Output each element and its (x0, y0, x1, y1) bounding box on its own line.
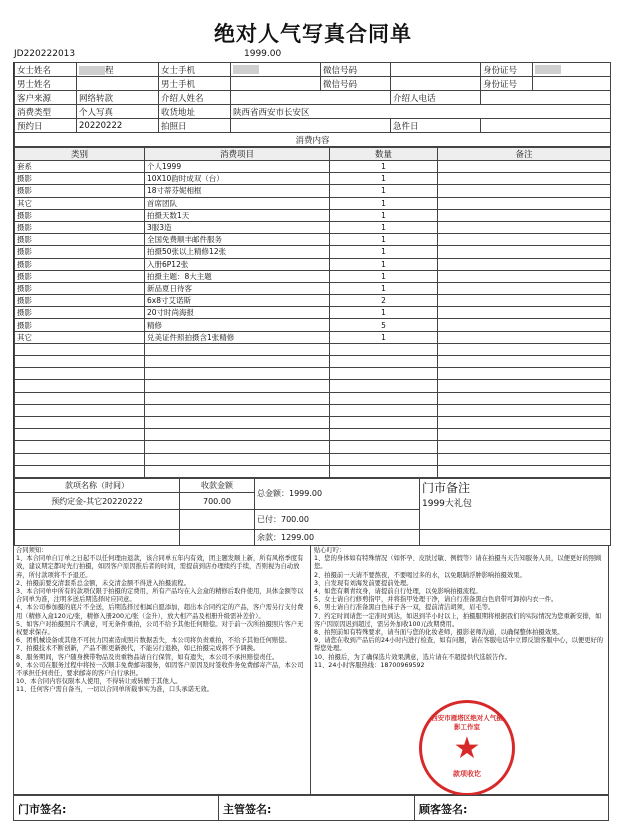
terms-item: 1、您的身体如有特殊情况（如怀孕、皮肤过敏、例假等）请在拍摄当天告知服务人员，以便更好的照顾您。 (314, 555, 602, 571)
item-name (145, 416, 330, 428)
item-row (15, 282, 611, 294)
doc-number: JD220222013 (14, 49, 76, 59)
id-value-2 (533, 77, 611, 91)
terms-right-title: 贴心叮咛： (314, 547, 346, 554)
item-row (15, 356, 611, 368)
item-note (438, 282, 611, 294)
item-category (15, 416, 145, 428)
wechat-value (391, 63, 481, 77)
terms-item: 4、如您有刺青纹身，请提前自行处理，以免影响拍摄流程。 (314, 588, 482, 596)
item-note (438, 246, 611, 258)
items-table (14, 147, 611, 478)
item-qty (330, 404, 438, 416)
item-name: 个人1999 (145, 161, 330, 173)
item-row (15, 295, 611, 307)
item-category: 摄影 (15, 282, 145, 294)
item-name: 兑美证件照拍摄含1张精修 (145, 331, 330, 343)
address-label: 收货地址 (159, 105, 231, 119)
store-note-value: 1999大礼包 (422, 498, 472, 509)
item-qty: 1 (330, 234, 438, 246)
item-note (438, 356, 611, 368)
item-note (438, 173, 611, 185)
redacted-block (233, 65, 259, 74)
terms-item: 6、团机械设备或其他不可抗力因素造成照片数据丢失，本公司将负责重拍，不给予其他任何赔偿。 (16, 637, 291, 645)
item-category (15, 404, 145, 416)
item-qty (330, 416, 438, 428)
item-note (438, 453, 611, 465)
item-qty: 1 (330, 209, 438, 221)
item-category (15, 441, 145, 453)
terms-item: 9、本公司在服务过程中将按一次顺丰免费邮寄服务，如因客户原因及时签收件务免费邮寄产品，本公司不承担任何责任，要求邮寄的客户自行承担。 (16, 661, 304, 678)
item-qty: 1 (330, 197, 438, 209)
address-value: 陕西省西安市长安区 (231, 105, 611, 119)
item-category: 摄影 (15, 246, 145, 258)
referrer-name-label: 介绍人姓名 (159, 91, 231, 105)
wechat-label-2: 微信号码 (321, 77, 391, 91)
item-category (15, 343, 145, 355)
item-category: 其它 (15, 331, 145, 343)
id-label: 身份证号 (481, 63, 533, 77)
item-row (15, 343, 611, 355)
payment-blank-1 (15, 509, 180, 529)
customer-signature[interactable]: 顾客签名: (414, 796, 467, 821)
item-note (438, 209, 611, 221)
terms-item: 8、拍照前如有特殊要求，请当面与您的化妆老师，摄影老师沟通，以确保整体拍摄效果。 (314, 629, 564, 637)
item-note (438, 270, 611, 282)
male-name-label: 男士姓名 (15, 77, 77, 91)
item-name (145, 404, 330, 416)
item-category: 摄影 (15, 307, 145, 319)
paid-amount: 已付：700.00 (255, 509, 420, 529)
wechat-label: 微信号码 (321, 63, 391, 77)
item-qty: 5 (330, 319, 438, 331)
item-row (15, 221, 611, 233)
item-name: 入册6P12张 (145, 258, 330, 270)
item-name (145, 343, 330, 355)
terms-left (16, 547, 306, 695)
item-category (15, 465, 145, 477)
item-note (438, 331, 611, 343)
seal-text: 西安市雁塔区绝对人气摄影工作室 (431, 714, 503, 731)
item-category: 摄影 (15, 234, 145, 246)
item-name (145, 380, 330, 392)
item-qty: 1 (330, 173, 438, 185)
terms-section (13, 545, 609, 795)
terms-item: 2、拍摄前一天请不要熬夜，不要喝过多的水，以免眼睛浮肿影响拍摄效果。 (314, 571, 526, 579)
payment-name-value: 预约定金-其它20220222 (15, 493, 180, 510)
item-category (15, 368, 145, 380)
manager-signature[interactable]: 主管签名: (218, 796, 271, 821)
booking-value: 20220222 (77, 119, 159, 133)
item-qty (330, 429, 438, 441)
source-value: 网络转款 (77, 91, 159, 105)
referrer-phone-value (481, 91, 611, 105)
item-category: 套系 (15, 161, 145, 173)
item-category (15, 356, 145, 368)
store-signature[interactable]: 门市签名: (18, 803, 67, 816)
terms-left-list (16, 555, 306, 694)
item-row (15, 307, 611, 319)
item-row (15, 380, 611, 392)
type-label: 消费类型 (15, 105, 77, 119)
terms-right-list (314, 555, 606, 670)
item-name: 拍摄天数1天 (145, 209, 330, 221)
item-category: 摄影 (15, 270, 145, 282)
payment-table (14, 478, 611, 546)
item-category: 摄影 (15, 209, 145, 221)
customer-info (13, 62, 611, 546)
terms-right (314, 547, 606, 670)
item-note (438, 343, 611, 355)
item-name: 6x8寸艾诺斯 (145, 295, 330, 307)
item-note (438, 234, 611, 246)
item-row (15, 234, 611, 246)
item-note (438, 185, 611, 197)
type-value: 个人写真 (77, 105, 159, 119)
item-name (145, 392, 330, 404)
item-row (15, 404, 611, 416)
item-category: 摄影 (15, 258, 145, 270)
terms-item: 9、请您在收到产品后的24小时内进行检查，如有问题，请在客服电话中立即反馈客服中心，以便更好的帮您处理。 (314, 637, 604, 653)
item-name: 新品夏日待客 (145, 282, 330, 294)
payment-blank-5 (420, 529, 611, 545)
item-qty: 1 (330, 307, 438, 319)
booking-label: 预约日 (15, 119, 77, 133)
terms-item: 2、拍摄前要交清套系总金额，未交清金额不得进入拍摄流程。 (16, 579, 191, 587)
redacted-block (535, 65, 561, 74)
item-name (145, 429, 330, 441)
item-qty (330, 465, 438, 477)
terms-item: 8、服务期间，客户随身携带物品及贵重物品请自行保管，如有遗失，本公司不承担赔偿责任。 (16, 653, 279, 661)
star-icon: ★ (453, 731, 481, 766)
referrer-name-value (231, 91, 391, 105)
female-phone-label: 女士手机 (159, 63, 231, 77)
item-qty (330, 441, 438, 453)
item-category (15, 392, 145, 404)
item-row (15, 161, 611, 173)
terms-item: 10、拍摄后，为了确保选片效果满意，选片请在不超提供代选版告作。 (314, 653, 511, 661)
terms-divider (310, 546, 311, 794)
terms-item: 7、约定时间请您一定准时到达，如迟到半小时以上，拍摄服期将根据我们的实际情况为您重新安排，如客户因原因迟到超过，需另外加收100元改期费用。 (314, 612, 602, 628)
item-category (15, 429, 145, 441)
item-name: 18寸蒂芬妮相框 (145, 185, 330, 197)
item-name (145, 465, 330, 477)
urgent-value (481, 119, 611, 133)
payment-amount-label: 收款金额 (180, 478, 255, 492)
terms-item: 11、24小时客服热线：18700969592 (314, 661, 425, 669)
terms-item: 3、本合同单中所有的款项仅限于拍摄的定费用，所有产品均在入会盒的精修后取件使用，具体金额等以合同单为准，注明多送后期选择时应同意。 (16, 588, 304, 604)
terms-item: 6、男士请自行准备黑白色袜子各一双，提前清洁胡须，眉毛等。 (314, 604, 495, 612)
item-name (145, 441, 330, 453)
referrer-phone-label: 介绍人电话 (391, 91, 481, 105)
store-note (420, 478, 611, 529)
customer-info-table (14, 62, 611, 147)
top-amount: 1999.00 (244, 49, 282, 59)
item-note (438, 295, 611, 307)
item-name: 20寸时尚海报 (145, 307, 330, 319)
item-row (15, 368, 611, 380)
items-section-title: 消费内容 (15, 133, 611, 147)
item-row (15, 392, 611, 404)
male-name-value (77, 77, 159, 91)
item-category: 摄影 (15, 221, 145, 233)
payment-name-label: 款项名称（时间） (15, 478, 180, 492)
seal-bottom-text: 款项收讫 (453, 770, 481, 778)
item-qty (330, 368, 438, 380)
item-row (15, 465, 611, 477)
item-qty: 1 (330, 246, 438, 258)
item-qty (330, 356, 438, 368)
item-note (438, 380, 611, 392)
header-item: 消费项目 (145, 148, 330, 161)
item-category (15, 453, 145, 465)
item-note (438, 319, 611, 331)
source-label: 客户来源 (15, 91, 77, 105)
item-row (15, 453, 611, 465)
item-row (15, 258, 611, 270)
item-row (15, 416, 611, 428)
item-qty: 1 (330, 258, 438, 270)
item-row (15, 173, 611, 185)
item-name: 全国免费顺丰邮件服务 (145, 234, 330, 246)
item-note (438, 307, 611, 319)
item-qty (330, 380, 438, 392)
item-row (15, 246, 611, 258)
item-note (438, 221, 611, 233)
item-note (438, 258, 611, 270)
redacted-block (79, 66, 105, 75)
item-note (438, 197, 611, 209)
item-category: 摄影 (15, 185, 145, 197)
wechat-value-2 (391, 77, 481, 91)
item-category: 摄影 (15, 295, 145, 307)
male-phone-label: 男士手机 (159, 77, 231, 91)
payment-blank-4 (180, 529, 255, 545)
item-row (15, 270, 611, 282)
terms-item: 4、本公司参加摄的底片不全送，后期选择过相属自愿添加，超出本合同约定的产品，客户需另行支付费用（精修入盒120元/张，精修入册200元/张（金升），放大相产品及相册升级需补差价）。 (16, 604, 304, 620)
terms-left-title: 合同须知： (16, 547, 48, 554)
terms-item: 1、本合同单自订单之日起不以任何理由退款，该合同单五年内有效，团主题发顺上新，所有风格季度有效，建议期定都时先行拍摄，如因客户原因推后者的时间，需提前到店办理续约手续，否则视为自动放弃，所付款项将不予退还。 (16, 555, 304, 579)
item-qty: 1 (330, 185, 438, 197)
item-category (15, 380, 145, 392)
id-label-2: 身份证号 (481, 77, 533, 91)
item-qty: 1 (330, 282, 438, 294)
item-note (438, 416, 611, 428)
payment-blank-3 (15, 529, 180, 545)
urgent-label: 急件日 (391, 119, 481, 133)
item-row (15, 441, 611, 453)
item-qty (330, 392, 438, 404)
header-note: 备注 (438, 148, 611, 161)
female-name-label: 女士姓名 (15, 63, 77, 77)
item-qty (330, 343, 438, 355)
remaining-amount: 余款：1299.00 (255, 529, 420, 545)
shoot-date-value (231, 119, 391, 133)
item-name (145, 356, 330, 368)
terms-item: 5、如客户对拍摄照片不满意，可无条件重拍，公司不给予其他任何赔偿。对于前一次所拍摄照片客户无权要求保存。 (16, 620, 304, 637)
item-qty (330, 453, 438, 465)
item-note (438, 404, 611, 416)
item-qty: 1 (330, 221, 438, 233)
item-category: 摄影 (15, 319, 145, 331)
item-note (438, 368, 611, 380)
item-name (145, 368, 330, 380)
item-qty: 1 (330, 270, 438, 282)
item-row (15, 185, 611, 197)
item-note (438, 392, 611, 404)
id-value (533, 63, 611, 77)
terms-item: 11、任何客户需自备当，一切以合同单所载事实为准，口头承诺无效。 (16, 686, 213, 694)
terms-item: 5、女士请自行修剪指甲，并将指甲处理干净，请自行准备黑白色肩带可卸掉内衣一件。 (314, 596, 558, 604)
payment-blank-2 (180, 509, 255, 529)
terms-item: 10、本合同内容仅限本人使用，不得转让或转赠于其他人。 (16, 678, 182, 686)
item-note (438, 161, 611, 173)
female-name-value: 程 (77, 63, 159, 77)
item-row (15, 209, 611, 221)
item-note (438, 465, 611, 477)
item-row (15, 319, 611, 331)
item-name: 首席团队 (145, 197, 330, 209)
item-row (15, 197, 611, 209)
item-qty: 2 (330, 295, 438, 307)
header-category: 类别 (15, 148, 145, 161)
terms-item: 7、拍摄技术不断创新，产品不断更新换代，不能另行退换，如已拍摄完成将不予调换。 (16, 645, 260, 653)
item-note (438, 429, 611, 441)
item-note (438, 441, 611, 453)
item-row (15, 429, 611, 441)
item-row (15, 331, 611, 343)
total-amount: 总金额：1999.00 (255, 478, 420, 509)
item-name: 10X10韵时成双（台） (145, 173, 330, 185)
item-category: 摄影 (15, 173, 145, 185)
terms-item: 3、自发现有刘海发前要提前处理。 (314, 579, 413, 587)
company-seal (419, 700, 515, 796)
item-name: 拍摄主题：8大主题 (145, 270, 330, 282)
header-qty: 数量 (330, 148, 438, 161)
page-title: 绝对人气写真合同单 (214, 22, 412, 46)
item-name: 精修 (145, 319, 330, 331)
item-name: 拍摄50张以上精修12张 (145, 246, 330, 258)
item-qty: 1 (330, 331, 438, 343)
item-qty: 1 (330, 161, 438, 173)
item-name (145, 453, 330, 465)
item-category: 其它 (15, 197, 145, 209)
signature-row (13, 795, 609, 821)
store-note-label: 门市备注 (422, 480, 471, 495)
item-name: 3服3造 (145, 221, 330, 233)
payment-amount-value: 700.00 (180, 493, 255, 510)
male-phone-value (231, 77, 321, 91)
shoot-date-label: 拍照日 (159, 119, 231, 133)
female-phone-value (231, 63, 321, 77)
items-body (15, 161, 611, 478)
